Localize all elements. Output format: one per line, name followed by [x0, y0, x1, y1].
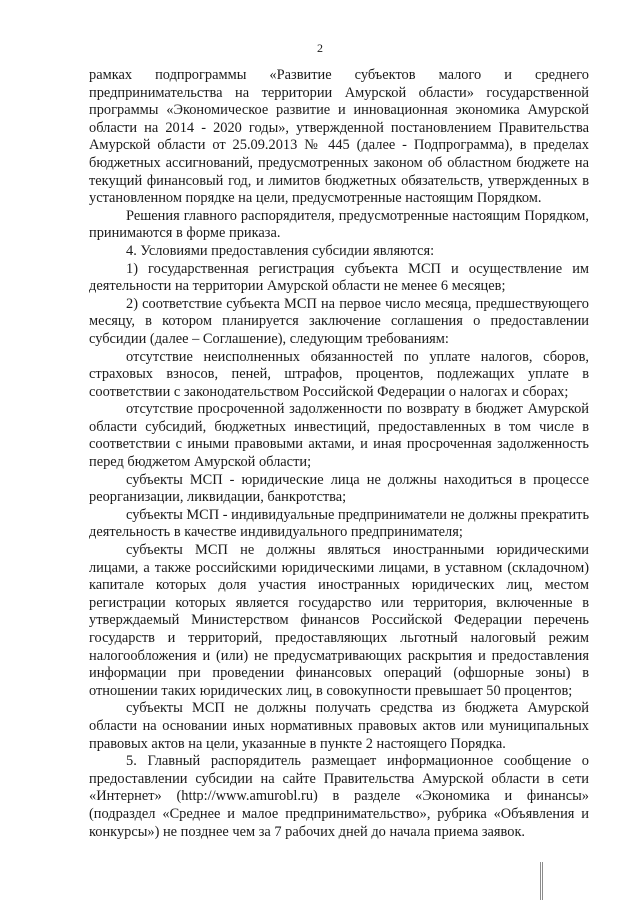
paragraph-subprogram-context: рамках подпрограммы «Развитие субъектов малого и среднего предпринимательства на территории Амурской области» государственной программы «Экономическое развитие и инновационная экономика Амурской области на 2014 - 2020 годы», утвержденной постановлением Правительства Амурской области от 25.09.2013 № 445 (далее - Подпрограмма), в пределах бюджетных ассигнований, предусмотренных законом об областном бюджете на текущий финансовый год, и лимитов бюджетных обязательств, утвержденных в установленном порядке на цели, предусмотренные настоящим Порядком. — [89, 67, 589, 207]
document-body — [89, 67, 589, 841]
paragraph-requirement-entrepreneurs: субъекты МСП - индивидуальные предприниматели не должны прекратить деятельность в качестве индивидуального предпринимателя; — [89, 506, 590, 541]
paragraph-requirement-taxes: отсутствие неисполненных обязанностей по уплате налогов, сборов, страховых взносов, пеней, штрафов, процентов, подлежащих уплате в соответствии с законодательством Российской Федерации о налогах и сборах; — [89, 348, 589, 400]
paragraph-conditions-heading: 4. Условиями предоставления субсидии являются: — [126, 242, 435, 259]
paragraph-requirement-debt: отсутствие просроченной задолженности по возврату в бюджет Амурской области субсидий, бюджетных инвестиций, предоставленных в том числе в соответствии с иными правовыми актами, и иная просроченная задолженность перед бюджетом Амурской области; — [89, 401, 589, 471]
paragraph-decisions: Решения главного распорядителя, предусмотренные настоящим Порядком, принимаются в форме приказа. — [89, 207, 589, 242]
scan-margin-mark — [540, 862, 544, 900]
page-number: 2 — [317, 41, 323, 55]
paragraph-requirement-legal-entities: субъекты МСП - юридические лица не должны находиться в процессе реорганизации, ликвидации, банкротства; — [89, 471, 589, 506]
paragraph-requirement-other-funds: субъекты МСП не должны получать средства из бюджета Амурской области на основании иных нормативных правовых актов или муниципальных правовых актов на цели, указанные в пункте 2 настоящего Порядка. — [89, 700, 589, 752]
paragraph-condition-1: 1) государственная регистрация субъекта МСП и осуществление им деятельности на территории Амурской области не менее 6 месяцев; — [89, 260, 589, 295]
paragraph-requirement-foreign: субъекты МСП не должны являться иностранными юридическими лицами, а также российскими юридическими лицами, в уставном (складочном) капитале которых доля участия иностранных юридических лиц, местом регистрации которых является государство или территория, включенные в утверждаемый Министерством финансов Российской Федерации перечень государств и территорий, предоставляющих льготный налоговый режим налогообложения и (или) не предусматривающих раскрытия и предоставления информации при проведении финансовых операций (офшорные зоны) в отношении таких юридических лиц, в совокупности превышает 50 процентов; — [89, 542, 589, 699]
paragraph-announcement: 5. Главный распорядитель размещает информационное сообщение о предоставлении субсидии на сайте Правительства Амурской области в сети «Интернет» (http://www.amurobl.ru) в разделе «Экономика и финансы» (подраздел «Среднее и малое предпринимательство», рубрика «Объявления и конкурсы») не позднее чем за 7 рабочих дней до начала приема заявок. — [89, 753, 589, 840]
paragraph-condition-2: 2) соответствие субъекта МСП на первое число месяца, предшествующего месяцу, в котором планируется заключение соглашения о предоставлении субсидии (далее – Соглашение), следующим требованиям: — [89, 295, 589, 347]
